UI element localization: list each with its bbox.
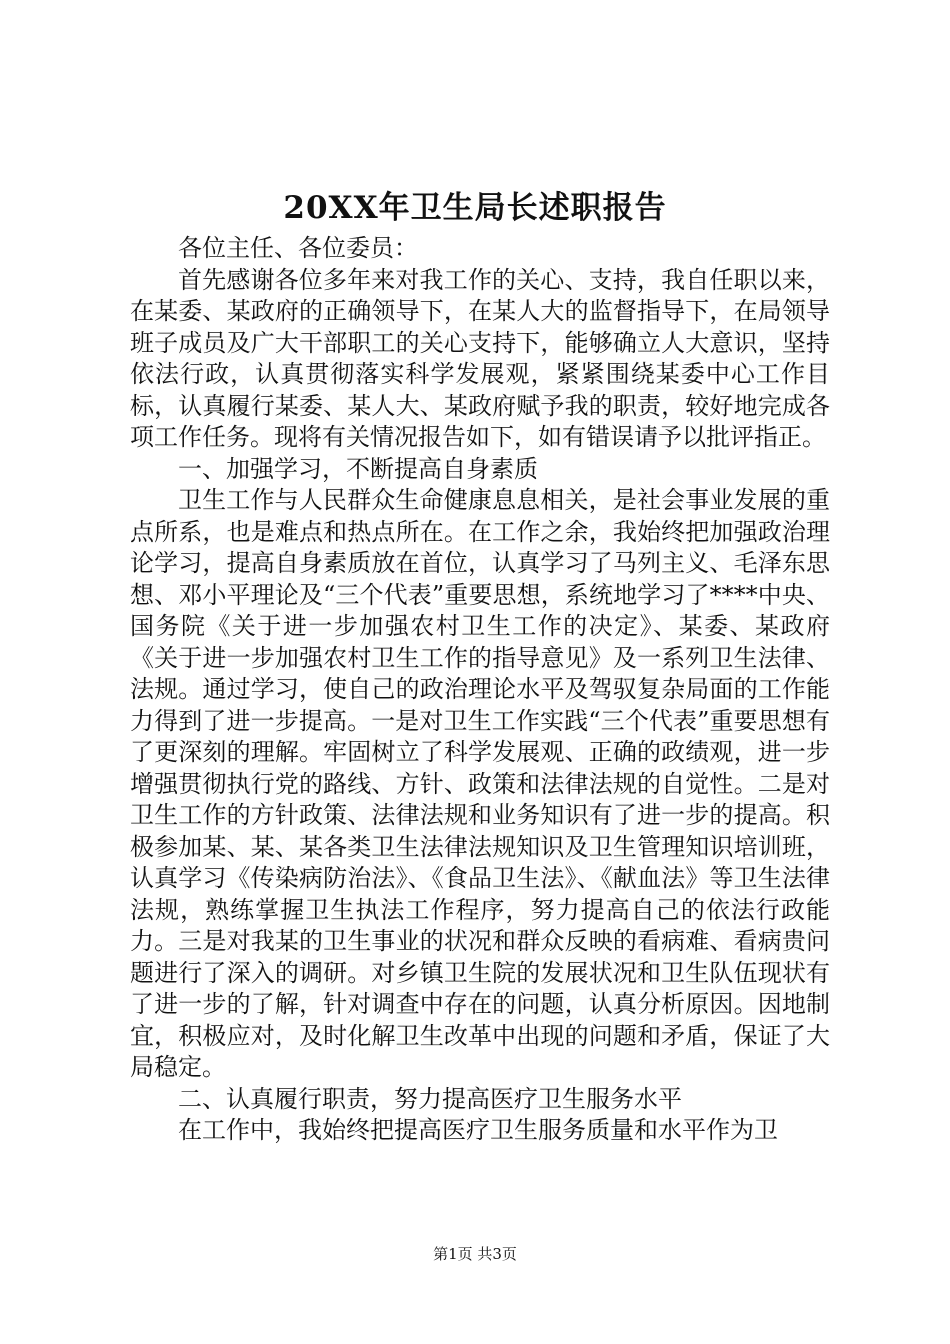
paragraph-section-2: 在工作中，我始终把提高医疗卫生服务质量和水平作为卫 (178, 1116, 778, 1144)
paragraph-section-1: 卫生工作与人民群众生命健康息息相关，是社会事业发展的重点所系，也是难点和热点所在。在工作之余，我始终把加强政治理论学习，提高自身素质放在首位，认真学习了马列主义、毛泽东思想、邓小平理论及“三个代表”重要思想，系统地学习了****中央、国务院《关于进一步加强农村卫生工作的决定》、某委、某政府《关于进一步加强农村卫生工作的指导意见》及一系列卫生法律、法规。通过学习，使自己的政治理论水平及驾驭复杂局面的工作能力得到了进一步提高。一是对卫生工作实践“三个代表”重要思想有了更深刻的理解。牢固树立了科学发展观、正确的政绩观，进一步增强贯彻执行党的路线、方针、政策和法律法规的自觉性。二是对卫生工作的方针政策、法律法规和业务知识有了进一步的提高。积极参加某、某、某各类卫生法律法规知识及卫生管理知识培训班，认真学习《传染病防治法》、《食品卫生法》、《献血法》等卫生法律法规，熟练掌握卫生执法工作程序，努力提高自己的依法行政能力。三是对我某的卫生事业的状况和群众反映的看病难、看病贵问题进行了深入的调研。对乡镇卫生院的发展状况和卫生队伍现状有了进一步的了解，针对调查中存在的问题，认真分析原因。因地制宜，积极应对，及时化解卫生改革中出现的问题和矛盾，保证了大局稳定。 (130, 486, 830, 1081)
paragraph-intro: 首先感谢各位多年来对我工作的关心、支持，我自任职以来，在某委、某政府的正确领导下，在某人大的监督指导下，在局领导班子成员及广大干部职工的关心支持下，能够确立人大意识，坚持依法行政，认真贯彻落实科学发展观，紧紧围绕某委中心工作目标，认真履行某委、某人大、某政府赋予我的职责，较好地完成各项工作任务。现将有关情况报告如下，如有错误请予以批评指正。 (130, 265, 830, 451)
page-footer: 第1页 共3页 (433, 1245, 517, 1263)
document-title: 20XX年卫生局长述职报告 (283, 190, 667, 226)
section-heading-1: 一、加强学习，不断提高自身素质 (178, 454, 538, 483)
document-body (130, 233, 830, 1147)
salutation: 各位主任、各位委员： (178, 234, 418, 262)
section-heading-2: 二、认真履行职责，努力提高医疗卫生服务水平 (178, 1084, 682, 1113)
